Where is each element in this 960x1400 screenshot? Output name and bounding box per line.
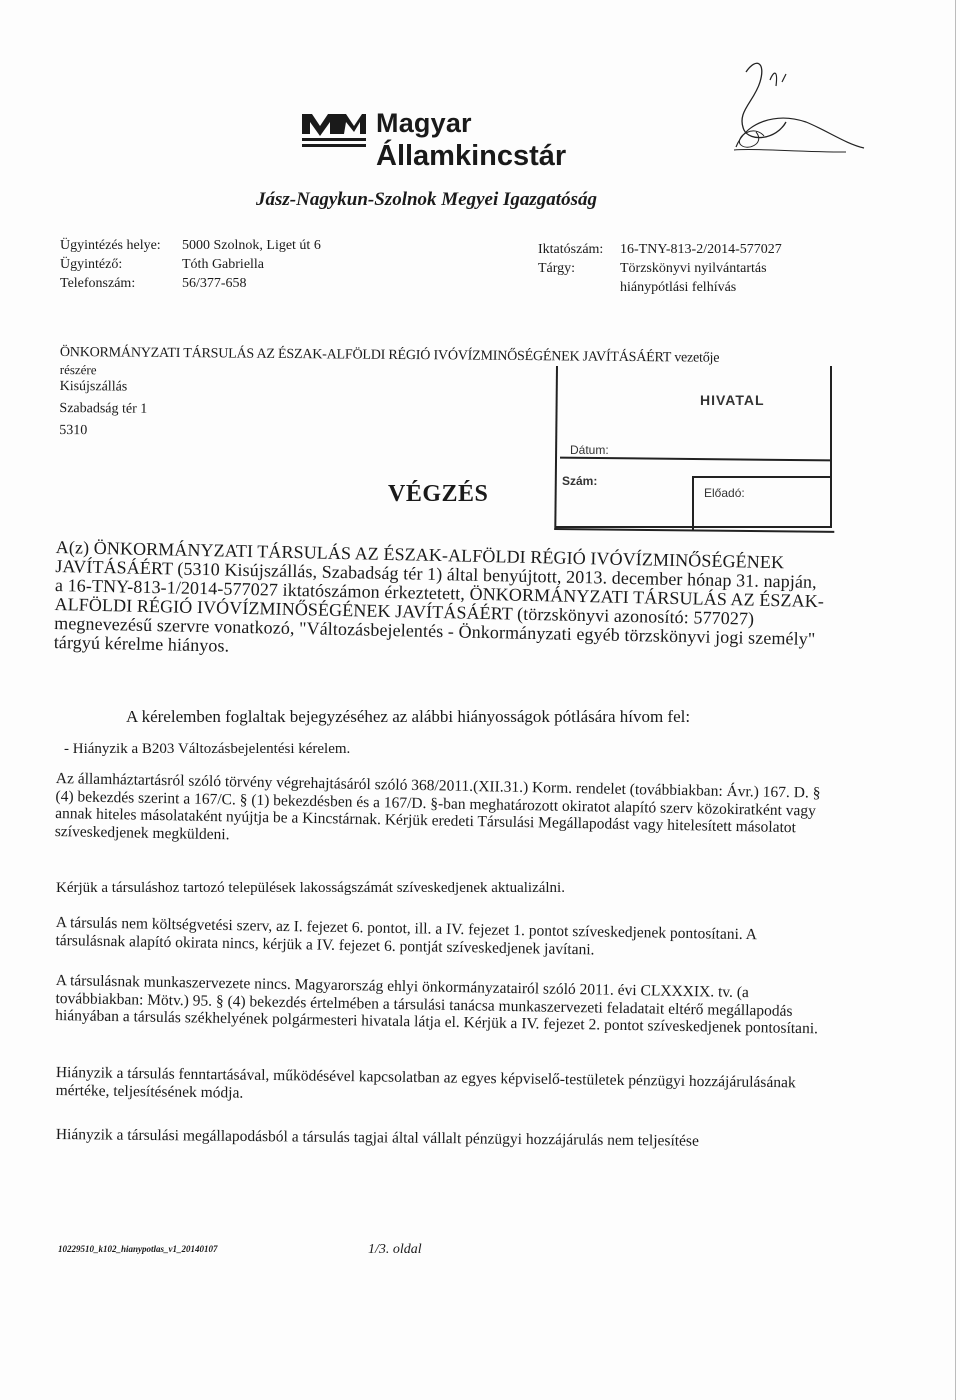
addressee-name: ÖNKORMÁNYZATI TÁRSULÁS AZ ÉSZAK-ALFÖLDI RÉGIÓ IVÓVÍZMINŐSÉGÉNEK JAVÍTÁSÁÉRT vezetője [59, 344, 720, 366]
meta-value-ugyintezo: Tóth Gabriella [182, 257, 265, 272]
meta-value-telefon: 56/377-658 [182, 276, 247, 291]
paragraph-work-organization: A társulásnak munkaszervezete nincs. Magyarország ehlyi önkormányzatairól szóló 2011. évi CLXXXIX. tv. (a továbbiakban: Mötv.) 95. § (4) bekezdés értelmében a társulási tanácsa munkaszervezeti feladatait eltérő megállapodás hiányában a társulás székhelyének polgármesteri hivatala látja el. Kérjük a IV. fejezet 2. pontot szíveskedjenek pontosítani. [55, 972, 819, 1038]
meta-value-iktatoszam: 16-TNY-813-2/2014-577027 [620, 242, 782, 257]
paragraph-missing-b203: - Hiányzik a B203 Változásbejelentési kérelem. [64, 741, 351, 757]
stamp-hivatal: HIVATAL [700, 392, 765, 408]
addressee-role: részére [59, 361, 97, 378]
addressee-zip: 5310 [59, 422, 88, 439]
paragraph-call: A kérelemben foglaltak bejegyzéséhez az alábbi hiányosságok pótlására hívom fel: [126, 707, 691, 726]
department-name: Jász-Nagykun-Szolnok Megyei Igazgatóság [256, 189, 597, 210]
paragraph-financing: Hiányzik a társulás fenntartásával, működésével kapcsolatban az egyes képviselő-testületek pénzügyi hozzájárulásának mértéke, teljesítésének módja. [55, 1064, 796, 1102]
meta-values-left [182, 236, 321, 293]
paragraph-avr: Az államháztartásról szóló törvény végrehajtásáról szóló 368/2011.(XII.31.) Korm. rendelet (továbbiakban: Ávr.) 167. D. § (4) bekezdés szerint a 167/C. § (1) bekezdésben és a 167/D. §-ban meghatározott okiratot alapító szerv közokiratként vagy annak hiteles másolataként nyújtja be a Kincstárnak. Kérjük eredeti Társulási Megállapodást vagy hitelesített másolatot szíveskedjenek megküldeni. [54, 770, 821, 843]
stamp-szam-label: Szám: [562, 474, 598, 488]
meta-value-targy-2: hiánypótlási felhívás [620, 280, 737, 295]
paragraph-contribution: Hiányzik a társulási megállapodásból a társulás tagjai által vállalt pénzügyi hozzájárulás nem teljesítése [55, 1126, 699, 1150]
mak-logo-icon [300, 108, 368, 150]
paragraph-population: Kérjük a társuláshoz tartozó települések lakosságszámát szíveskedjenek aktualizálni. [56, 880, 565, 896]
meta-label-iktatoszam: Iktatószám: [538, 242, 604, 257]
addressee-street: Szabadság tér 1 [59, 400, 148, 417]
stamp-datum-label: Dátum: [570, 443, 609, 457]
meta-labels-left [60, 236, 161, 293]
addressee-city: Kisújszállás [59, 378, 128, 395]
meta-label-ugyintezo: Ügyintéző: [60, 257, 123, 272]
handwritten-signature [716, 52, 866, 164]
stamp-eloado-label: Előadó: [704, 486, 745, 500]
footer-page-number: 1/3. oldal [368, 1242, 422, 1257]
scan-edge [955, 0, 956, 1400]
document-title: VÉGZÉS [388, 481, 489, 507]
footer-file-id: 10229510_k102_hianypotlas_v1_20140107 [58, 1244, 218, 1254]
stamp-divider-vertical [692, 476, 694, 530]
paragraph-budget-organ: A társulás nem költségvetési szerv, az I. fejezet 6. pontot, ill. a IV. fejezet 1. pontot szíveskedjenek pontosítani. A társulásnak alapító okirata nincs, kérjük a IV. fejezet 6. pontját szíveskedjenek javítani. [55, 914, 757, 958]
logo-text-magyar: Magyar [376, 108, 472, 138]
meta-value-helye: 5000 Szolnok, Liget út 6 [182, 238, 321, 253]
meta-label-helye: Ügyintézés helye: [60, 238, 161, 253]
logo-text-allamkincstar: Államkincstár [376, 140, 567, 172]
meta-labels-right [538, 240, 603, 278]
meta-values-right [620, 240, 782, 297]
stamp-divider-eloado [692, 476, 832, 478]
meta-label-targy: Tárgy: [538, 261, 576, 276]
meta-label-telefon: Telefonszám: [60, 276, 136, 291]
stamp-border-bottom [556, 526, 832, 528]
meta-value-targy-1: Törzskönyvi nyilvántartás [620, 261, 767, 276]
stamp-border-right [830, 366, 832, 528]
paragraph-intro: A(z) ÖNKORMÁNYZATI TÁRSULÁS AZ ÉSZAK-ALFÖLDI RÉGIÓ IVÓVÍZMINŐSÉGÉNEK JAVÍTÁSÁÉRT (5310 Kisújszállás, Szabadság tér 1) által benyújtott, 2013. december hónap 31. napján, a 16-TNY-813-1/2014-577027 iktatószámon érkeztetett, ÖNKORMÁNYZATI TÁRSULÁS AZ ÉSZAK-ALFÖLDI RÉGIÓ IVÓVÍZMINŐSÉGÉNEK JAVÍTÁSÁÉRT (törzskönyvi azonosító: 577027) megnevezésű szervre vonatkozó, "Változásbejelentés - Önkormányzati egyéb törzskönyvi jogi személy" tárgyú kérelme hiányos. [53, 537, 825, 656]
